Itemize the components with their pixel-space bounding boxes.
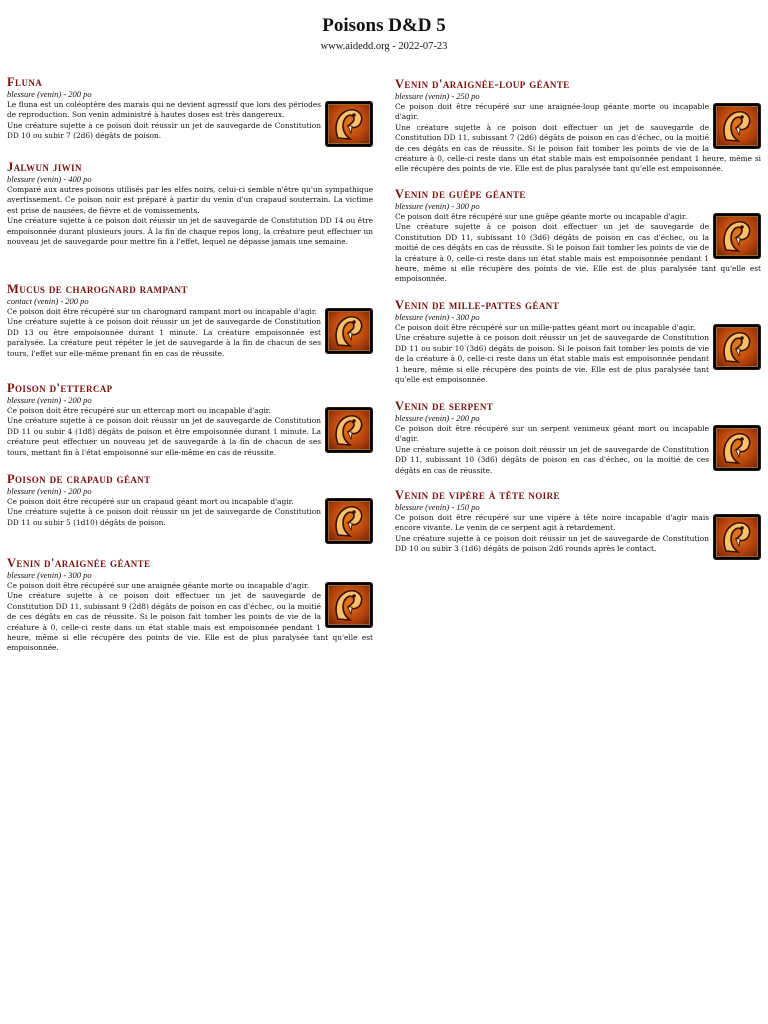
poison-name: Venin d'araignée géante	[7, 556, 151, 570]
snake-fang-shape	[736, 450, 740, 457]
snake-eye-shape	[740, 526, 744, 530]
snake-head-icon	[325, 582, 373, 628]
snake-eye-shape	[352, 594, 356, 598]
snake-head-glyph	[714, 515, 760, 559]
poison-description	[395, 513, 761, 555]
description-paragraph: Une créature sujette à ce poison doit effectuer un jet de sauvegarde de Constitution DD 11, subissant 9 (2d8) dégâts de poison en cas d'échec, ou la moitié de ces dégâts en cas de réussite. Si le poison fait tomber les points de vie de la créature à 0, celle-ci reste dans un état stable mais est empoisonnée pendant 1 heure, même si elle récupère des points de vie. Elle est de plus paralysée tant qu'elle est empoisonnée.	[7, 591, 373, 653]
description-paragraph: Ce poison doit être récupéré sur un ettercap mort ou incapable d'agir.	[7, 406, 271, 415]
snake-head-icon	[325, 101, 373, 147]
poison-meta: blessure (venin) - 200 po	[7, 486, 92, 496]
description-paragraph: Comparé aux autres poisons utilisés par les elfes noirs, celui-ci semble n'être qu'un sympathique avertissement. Ce poison noir est préparé à partir du venin d'un crapaud souterrain. La victime est prise de nausées, de fièvre et de vomissements.	[7, 185, 373, 215]
poison-meta: blessure (venin) - 200 po	[395, 413, 480, 423]
poison-name: Venin de vipère à tête noire	[395, 488, 560, 502]
poison-entry-mille-pattes	[395, 298, 761, 385]
poison-meta: blessure (venin) - 300 po	[7, 570, 92, 580]
snake-fang-shape	[348, 607, 352, 614]
description-paragraph: Ce poison doit être récupéré sur une vipère à tête noire incapable d'agir mais encore vivante. Le venin de ce serpent agit à retardement.	[395, 513, 709, 533]
poison-name: Poison de crapaud géant	[7, 472, 151, 486]
description-paragraph: Le fluna est un coléoptère des marais qui ne devient agressif que lors des périodes de reproduction. Son venin administré à hautes doses est très dangereux.	[7, 100, 321, 120]
snake-head-glyph	[326, 309, 372, 353]
poison-description	[395, 102, 761, 175]
description-paragraph: Une créature sujette à ce poison doit réussir un jet de sauvegarde de Constitution DD 14 ou être empoisonnée durant plusieurs jours. À la fin de chaque repos long, la créature peut effectuer un nouveau jet de sauvegarde pour mettre fin à l'effet, lequel ne dépasse jamais une semaine.	[7, 216, 373, 247]
poison-entry-vipere-tete-noire	[395, 488, 761, 562]
snake-head-icon	[325, 407, 373, 453]
description-paragraph: Ce poison doit être récupéré sur une guêpe géante morte ou incapable d'agir.	[395, 212, 688, 221]
poison-name: Venin de guêpe géante	[395, 187, 526, 201]
poison-entry-fluna	[7, 75, 373, 149]
poison-entry-mucus-charognard	[7, 282, 373, 359]
snake-fang-shape	[348, 523, 352, 530]
snake-head-glyph	[326, 102, 372, 146]
snake-head-shape	[336, 591, 362, 620]
snake-head-shape	[336, 317, 362, 346]
snake-head-shape	[724, 333, 750, 362]
description-paragraph: Ce poison doit être récupéré sur une araignée géante morte ou incapable d'agir.	[7, 581, 310, 590]
snake-head-icon	[713, 213, 761, 259]
description-paragraph: Ce poison doit être récupéré sur une araignée-loup géante morte ou incapable d'agir.	[395, 102, 709, 122]
description-paragraph: Ce poison doit être récupéré sur un charognard rampant mort ou incapable d'agir.	[7, 307, 317, 316]
poison-meta: blessure (venin) - 400 po	[7, 174, 92, 184]
snake-eye-shape	[740, 437, 744, 441]
poison-name: Venin d'araignée-loup géante	[395, 77, 570, 91]
snake-head-icon	[325, 308, 373, 354]
poison-description	[7, 406, 373, 458]
poison-name: Venin de serpent	[395, 399, 494, 413]
snake-head-icon	[325, 498, 373, 544]
description-paragraph: Une créature sujette à ce poison doit réussir un jet de sauvegarde de Constitution DD 11 ou subir 5 (1d10) dégâts de poison.	[7, 507, 321, 527]
snake-head-shape	[724, 434, 750, 463]
poison-entry-araignee-geante	[7, 556, 373, 654]
poison-entry-serpent	[395, 399, 761, 476]
description-paragraph: Ce poison doit être récupéré sur un serpent venimeux géant mort ou incapable d'agir.	[395, 424, 709, 444]
poison-name: Mucus de charognard rampant	[7, 282, 188, 296]
poison-meta: blessure (venin) - 300 po	[395, 312, 480, 322]
snake-head-glyph	[326, 583, 372, 627]
snake-head-shape	[336, 416, 362, 445]
description-paragraph: Une créature sujette à ce poison doit réussir un jet de sauvegarde de Constitution DD 11 ou subir 10 (3d6) dégâts de poison. Si le poison fait tomber les points de vie de la créature à 0, celle-ci reste dans un état stable mais est empoisonnée pendant 1 heure, même si elle récupère des points de vie. Elle est de plus paralysée tant qu'elle est empoisonnée.	[395, 333, 709, 385]
poison-entry-araignee-loup	[395, 77, 761, 175]
snake-fang-shape	[348, 333, 352, 340]
poison-description	[7, 307, 373, 359]
poison-meta: blessure (venin) - 200 po	[7, 89, 92, 99]
poison-meta: blessure (venin) - 250 po	[395, 91, 480, 101]
description-paragraph: Une créature sujette à ce poison doit réussir un jet de sauvegarde de Constitution DD 11 ou subir 4 (1d8) dégâts de poison et être empoisonnée durant 1 minute. La créature peut effectuer un nouveau jet de sauvegarde à la fin de chacun de ses tours, mettant fin à l'état empoisonné sur elle-même en cas de réussite.	[7, 416, 321, 457]
poison-description	[7, 185, 373, 247]
page-title: Poisons D&D 5	[322, 15, 446, 36]
snake-head-glyph	[714, 104, 760, 148]
snake-fang-shape	[736, 238, 740, 245]
poison-meta: blessure (venin) - 300 po	[395, 201, 480, 211]
description-paragraph: Une créature sujette à ce poison doit réussir un jet de sauvegarde de Constitution DD 10 ou subir 7 (2d6) dégâts de poison.	[7, 120, 321, 141]
snake-eye-shape	[352, 510, 356, 514]
snake-fang-shape	[736, 349, 740, 356]
poison-name: Poison d'ettercap	[7, 381, 113, 395]
snake-head-shape	[724, 523, 750, 552]
snake-fang-shape	[736, 128, 740, 135]
poison-description	[7, 100, 373, 142]
description-paragraph: Ce poison doit être récupéré sur un mille-pattes géant mort ou incapable d'agir.	[395, 323, 696, 332]
snake-fang-shape	[348, 126, 352, 133]
poison-description	[395, 212, 761, 285]
poison-entry-ettercap	[7, 381, 373, 458]
snake-head-shape	[724, 112, 750, 141]
header	[0, 14, 768, 53]
snake-fang-shape	[736, 539, 740, 546]
description-paragraph: Ce poison doit être récupéré sur un crapaud géant mort ou incapable d'agir.	[7, 497, 294, 506]
snake-eye-shape	[352, 320, 356, 324]
poison-entry-jalwun-jiwin	[7, 160, 373, 247]
snake-eye-shape	[740, 336, 744, 340]
snake-head-icon	[713, 514, 761, 560]
snake-head-glyph	[714, 325, 760, 369]
description-paragraph: Une créature sujette à ce poison doit effectuer un jet de sauvegarde de Constitution DD 11, subissant 10 (3d6) dégâts de poison en cas d'échec, ou la moitié de ces dégâts en cas de réussite. Si le poison fait tomber les points de vie de la créature à 0, celle-ci reste dans un état stable mais est empoisonnée pendant 1 heure, même si elle récupère des points de vie. Elle est de plus paralysée tant qu'elle est empoisonnée.	[395, 222, 761, 284]
snake-eye-shape	[740, 225, 744, 229]
snake-head-glyph	[714, 426, 760, 470]
poison-name: Venin de mille-pattes géant	[395, 298, 560, 312]
poison-description	[7, 497, 373, 528]
snake-head-glyph	[714, 214, 760, 258]
snake-head-icon	[713, 324, 761, 370]
snake-head-icon	[713, 425, 761, 471]
description-paragraph: Une créature sujette à ce poison doit réussir un jet de sauvegarde de Constitution DD 10 ou subir 3 (1d6) dégâts de poison 2d6 rounds après le contact.	[395, 533, 709, 554]
poison-name: Fluna	[7, 75, 43, 89]
snake-head-shape	[724, 222, 750, 251]
snake-eye-shape	[740, 115, 744, 119]
page-subtitle: www.aidedd.org - 2022-07-23	[320, 41, 448, 52]
description-paragraph: Une créature sujette à ce poison doit effectuer un jet de sauvegarde de Constitution DD 11, subissant 7 (2d6) dégâts de poison en cas d'échec, ou la moitié de ces dégâts en cas de réussite. Si le poison fait tomber les points de vie de la créature à 0, celle-ci reste dans un état stable mais est empoisonnée pendant 1 heure, même si elle récupère des points de vie. Elle est de plus paralysée tant qu'elle est empoisonnée.	[395, 122, 761, 174]
snake-head-glyph	[326, 499, 372, 543]
snake-head-glyph	[326, 408, 372, 452]
poison-meta: contact (venin) - 200 po	[7, 296, 89, 306]
poison-description	[395, 424, 761, 476]
snake-head-icon	[713, 103, 761, 149]
description-paragraph: Une créature sujette à ce poison doit réussir un jet de sauvegarde de Constitution DD 11, subissant 10 (3d6) dégâts de poison en cas d'échec, ou la moitié de ces dégâts en cas de réussite.	[395, 444, 709, 475]
snake-eye-shape	[352, 113, 356, 117]
poison-name: Jalwun jiwin	[7, 160, 82, 174]
description-paragraph: Une créature sujette à ce poison doit réussir un jet de sauvegarde de Constitution DD 13 ou être empoisonnée durant 1 minute. La créature empoisonnée est paralysée. La créature peut répéter le jet de sauvegarde à la fin de chacun de ses tours, l'effet sur elle-même prenant fin en cas de réussite.	[7, 317, 321, 358]
poison-meta: blessure (venin) - 200 po	[7, 395, 92, 405]
snake-head-shape	[336, 110, 362, 139]
snake-fang-shape	[348, 432, 352, 439]
poison-entry-crapaud-geant	[7, 472, 373, 546]
poison-description	[395, 323, 761, 385]
poison-entry-guepe-geante	[395, 187, 761, 285]
snake-eye-shape	[352, 419, 356, 423]
snake-head-shape	[336, 507, 362, 536]
poison-description	[7, 581, 373, 654]
poison-meta: blessure (venin) - 150 po	[395, 502, 480, 512]
